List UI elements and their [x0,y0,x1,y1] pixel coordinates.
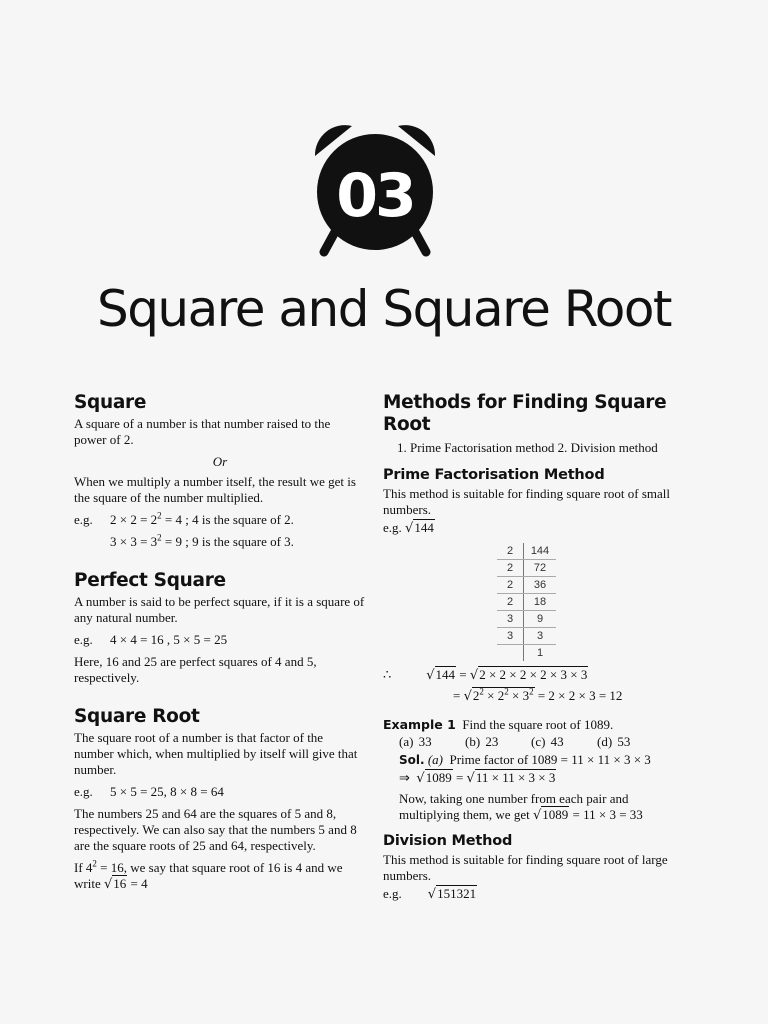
chapter-title: Square and Square Root [96,280,672,338]
square-example-2: $3 \times 3 = 3^2 = 9$ ; 9 is the square of 3. [110,532,294,549]
quotient-cell: 144 [524,543,557,560]
square-root-if-text: If $4^2 = 16$, we say that square root of 16 is 4 and we write √16 = 4 [74,858,343,892]
right-column [383,392,683,909]
quotient-cell: 9 [524,611,557,628]
quotient-cell: 72 [524,560,557,577]
divisor-cell [497,645,524,662]
prime-table-row [497,628,556,645]
perfect-square-note: Here, 16 and 25 are perfect squares of 4 and 5, respectively. [74,654,317,685]
option-b: (b) 23 [465,734,499,749]
square-heading: Square [74,392,147,413]
quotient-cell: 3 [524,628,557,645]
divisor-cell: 2 [497,577,524,594]
perfect-square-example: e.g. 4 × 4 = 16 , 5 × 5 = 25 [74,632,228,647]
prime-table-row [497,577,556,594]
prime-table-row [497,611,556,628]
option-c: (c) 43 [531,734,564,749]
calc-line-1: ∴ √144 = √2 × 2 × 2 × 2 × 3 × 3 [383,667,588,683]
divisor-cell: 3 [497,611,524,628]
example-1 [383,717,683,824]
division-example: e.g. √151321 [383,886,477,902]
divisor-cell: 3 [497,628,524,645]
prime-factorisation-heading: Prime Factorisation Method [383,467,605,483]
square-root-heading: Square Root [74,706,200,727]
quotient-cell: 36 [524,577,557,594]
calc-line-2: = $√2^2 \times 2^2 \times 3^2 = 2 \times 2 \times 3 = 12$ [453,686,623,704]
methods-heading: Methods for Finding Square Root [383,392,667,435]
square-root-definition: The square root of a number is that factor of the number which, when multiplied by itself will give that number. [74,730,358,777]
divisor-cell: 2 [497,560,524,577]
square-example-1: e.g. $2 \times 2 = 2^2 = 4$ ; 4 is the square of 2. [74,510,294,527]
division-method-desc: This method is suitable for finding square root of large numbers. [383,852,668,883]
perfect-square-heading: Perfect Square [74,570,226,591]
conclusion-line: Now, taking one number from each pair and multiplying them, we get √1089 = 11 × 3 = 33 [399,791,643,823]
square-root-note: The numbers 25 and 64 are the squares of 5 and 8, respectively. We can also say that the numbers 5 and 8 are the square roots of 25 and 64, respectively. [74,806,357,853]
prime-factorisation-desc: This method is suitable for finding square root of small numbers. [383,486,671,517]
square-definition: A square of a number is that number raised to the power of 2. [74,416,331,447]
quotient-cell: 1 [536,647,544,659]
eg-label: e.g. [74,512,93,527]
or-text: Or [212,454,228,469]
square-root-example: e.g. 5 × 5 = 25, 8 × 8 = 64 [74,784,224,799]
option-d: (d) 53 [597,734,631,749]
quotient-cell: 18 [524,594,557,611]
prime-table-row [497,645,556,662]
option-a: (a) 33 [399,734,432,749]
implies-line: ⇒ √1089 = √11 × 11 × 3 × 3 [399,770,556,786]
prime-table-row [497,594,556,611]
chapter-number: 03 [336,161,414,231]
example-question: Find the square root of 1089. [462,717,614,732]
division-method-heading: Division Method [383,833,513,849]
example-label: Example 1 [383,717,456,732]
example-options [383,734,683,750]
alarm-clock-icon [312,122,438,260]
therefore-symbol: ∴ [383,667,392,682]
prime-factor-table [497,543,556,661]
prime-example: e.g. √144 [383,520,434,536]
divisor-cell: 2 [497,543,524,560]
left-column [74,392,366,899]
prime-table-row [497,560,556,577]
methods-list: 1. Prime Factorisation method 2. Division method [397,440,658,455]
solution-line: Sol. (a) Prime factor of 1089 = 11 × 11 × 3 × 3 [399,752,651,767]
divisor-cell: 2 [497,594,524,611]
perfect-square-definition: A number is said to be perfect square, if it is a square of any natural number. [74,594,365,625]
square-definition-2: When we multiply a number itself, the result we get is the square of the number multiplied. [74,474,356,505]
prime-table-row [497,543,556,560]
